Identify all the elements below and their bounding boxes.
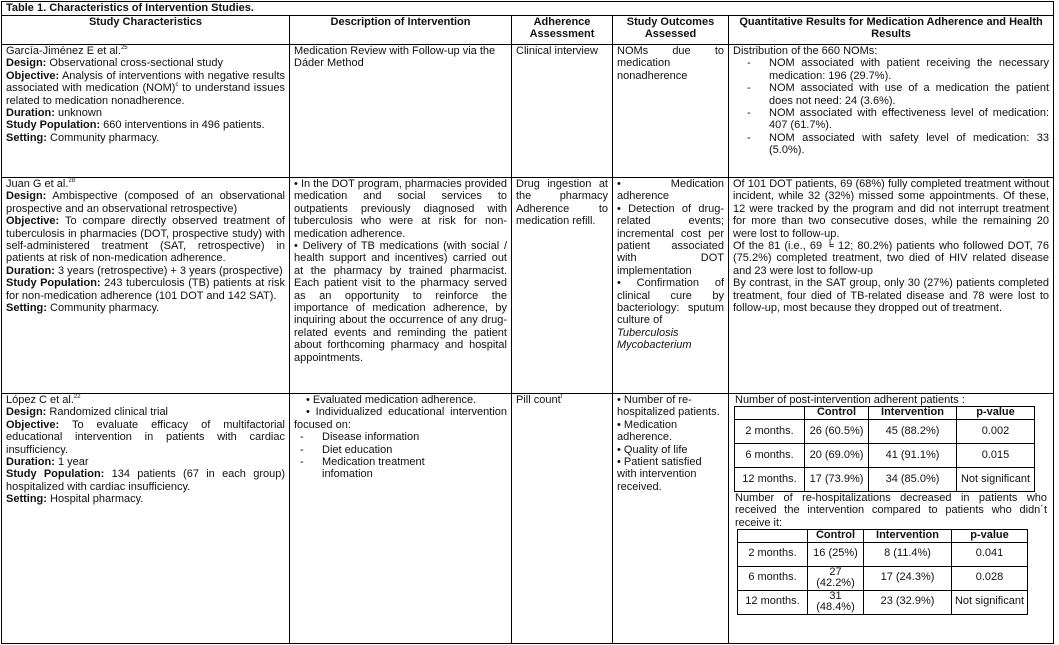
label: Duration: xyxy=(6,264,55,277)
description-text: • Evaluated medication adherence. xyxy=(306,394,477,406)
subtable-header xyxy=(738,530,808,543)
header-outcomes: Study Outcomes Assessed xyxy=(613,16,729,45)
reference: 22 xyxy=(73,394,81,400)
footnote: c xyxy=(175,82,179,89)
list-item: - NOM associated with safety level of medication: 33 (5.0%). xyxy=(769,132,1049,157)
subtable-cell: 45 (88.2%) xyxy=(869,419,957,443)
study-author: Juan G et al. xyxy=(6,178,69,190)
outcomes-cell xyxy=(613,45,729,178)
setting-value: Community pharmacy. xyxy=(46,131,160,144)
description-cell xyxy=(290,45,512,178)
assessment-cell xyxy=(512,45,613,178)
header-results: Quantitative Results for Medication Adherence and Health Results xyxy=(729,16,1054,45)
subtable-cell: 20 (69.0%) xyxy=(805,443,869,467)
subtable-header xyxy=(735,407,805,420)
subtable-cell: 41 (91.1%) xyxy=(869,443,957,467)
list-item: - NOM associated with use of a medication the patient does not need: 24 (3.6%). xyxy=(769,82,1049,107)
study-author: López C et al. xyxy=(6,394,74,406)
assessment-text: Clinical interview xyxy=(516,45,598,57)
subtable-cell: 16 (25%) xyxy=(808,542,864,566)
reference: 25 xyxy=(120,45,128,51)
rehospitalizations-table xyxy=(737,529,1028,615)
objective-value: To evaluate efficacy of multifactorial educational intervention in patients with cardiac insufficiency. xyxy=(6,418,285,456)
footnote: f xyxy=(560,394,563,400)
table-title: Table 1. Characteristics of Intervention Studies. xyxy=(2,2,1054,16)
list-item: - Diet education xyxy=(322,444,507,456)
label: Study Population: xyxy=(6,468,105,481)
results-paragraph: Of 101 DOT patients, 69 (68%) fully completed treatment without incident, while 32 (32%) missed some appointments. Of these, 12 were tracked by the program and did not interrupt treatment for more than two consecutive doses, while the remaining 20 were lost to follow-up. xyxy=(733,178,1050,240)
assessment-text: Drug ingestion at the pharmacy Adherence to medication refill. xyxy=(516,178,608,228)
duration-value: 3 years (retrospective) + 3 years (prospective) xyxy=(54,264,283,277)
duration-value: 1 year xyxy=(54,456,89,469)
subtable-cell: 12 months. xyxy=(738,590,808,614)
study-characteristics-cell xyxy=(2,45,290,178)
label: Setting: xyxy=(6,131,47,144)
subtable-cell: 12 months. xyxy=(735,467,805,491)
header-adherence-assessment: Adherence Assessment xyxy=(512,16,613,45)
subtable-cell: 26 (60.5%) xyxy=(805,419,869,443)
table-row xyxy=(2,394,1054,644)
label: Design: xyxy=(6,57,47,70)
subtable-header: p-value xyxy=(952,530,1028,543)
subtable-header: Control xyxy=(805,407,869,420)
population-value: 243 tuberculosis (TB) patients at risk for non-medication adherence (101 DOT and 142 SAT). xyxy=(6,277,285,302)
subtable-cell: 2 months. xyxy=(738,542,808,566)
objective-value-tail: to understand issues related to medication nonadherence. xyxy=(6,82,285,107)
population-value: 134 patients (67 in each group) hospitalized with cardiac insufficiency. xyxy=(6,468,285,493)
objective-value: To compare directly observed treatment of tuberculosis in pharmacies (DOT, prospective study) with self-administered treatment (SAT, retrospective) in patients at risk of non-medication adherence. xyxy=(6,215,285,265)
description-cell xyxy=(290,394,512,644)
subtable-cell: 34 (85.0%) xyxy=(869,467,957,491)
label: Design: xyxy=(6,406,47,419)
assessment-cell xyxy=(512,394,613,644)
objective-value: Analysis of interventions with negative results associated with medication (NOM) xyxy=(6,69,285,95)
description-text: • Individualized educational intervention focused on: xyxy=(294,406,507,431)
outcome-text: • Quality of life xyxy=(617,443,688,456)
subtable-cell: 17 (73.9%) xyxy=(805,467,869,491)
results-intro: Distribution of the 660 NOMs: xyxy=(733,45,878,57)
subtable-cell: Not significant xyxy=(957,467,1035,491)
subtable-header: Intervention xyxy=(864,530,952,543)
study-characteristics-cell xyxy=(2,178,290,394)
subtable-caption: Number of post-intervention adherent patients : xyxy=(735,394,965,406)
results-cell xyxy=(729,178,1054,394)
label: Duration: xyxy=(6,107,55,120)
results-cell xyxy=(729,394,1054,644)
label: Objective: xyxy=(6,69,60,82)
list-item: - Disease information xyxy=(322,431,507,443)
label: Study Population: xyxy=(6,277,101,290)
label: Study Population: xyxy=(6,119,101,132)
label: Design: xyxy=(6,190,47,203)
outcome-text: NOMs due to medication nonadherence xyxy=(617,45,724,82)
outcome-text: • Confirmation of clinical cure by bacteriology: sputum culture of xyxy=(617,277,724,327)
description-text: Medication Review with Follow-up via the Dáder Method xyxy=(294,45,496,70)
results-paragraph: By contrast, in the SAT group, only 30 (27%) patients completed treatment, four died of TB-related disease and 78 were lost to follow-up, most because they dropped out of treatment. xyxy=(733,277,1050,315)
subtable-cell: 6 months. xyxy=(735,443,805,467)
list-item: - NOM associated with effectiveness level of medication: 407 (61.7%). xyxy=(769,107,1049,132)
subtable-cell: 0.041 xyxy=(952,542,1028,566)
adherent-patients-table xyxy=(734,406,1035,492)
outcomes-cell xyxy=(613,178,729,394)
label: Setting: xyxy=(6,493,47,506)
subtable-cell: 0.028 xyxy=(952,566,1028,590)
results-cell xyxy=(729,45,1054,178)
outcome-text: • Detection of drug-related events; incremental cost per patient associated with DOT implementation xyxy=(617,202,724,277)
setting-value: Community pharmacy. xyxy=(46,302,160,315)
outcome-text: • Medication adherence. xyxy=(617,418,678,444)
design-value: Randomized clinical trial xyxy=(46,406,169,419)
subtable-cell: 0.015 xyxy=(957,443,1035,467)
reference: 28 xyxy=(68,178,76,184)
label: Objective: xyxy=(6,215,60,228)
description-cell xyxy=(290,178,512,394)
subtable-cell: 2 months. xyxy=(735,419,805,443)
subtable-cell: 23 (32.9%) xyxy=(864,590,952,614)
assessment-cell xyxy=(512,178,613,394)
label: Objective: xyxy=(6,418,60,431)
outcome-italic-text: Tuberculosis Mycobacterium xyxy=(617,326,692,352)
subtable-cell: 27 (42.2%) xyxy=(808,566,864,590)
outcome-text: • Number of re-hospitalized patients. xyxy=(617,394,720,419)
outcomes-cell xyxy=(613,394,729,644)
subtable-header: p-value xyxy=(957,407,1035,420)
subtable-cell: 17 (24.3%) xyxy=(864,566,952,590)
subtable-cell: 31 (48.4%) xyxy=(808,590,864,614)
list-item: - Medication treatment infomation xyxy=(322,456,432,481)
design-value: Observational cross-sectional study xyxy=(46,57,224,70)
design-value: Ambispective (composed of an observational prospective and an observational retrospective) xyxy=(6,190,285,215)
subtable-cell: 8 (11.4%) xyxy=(864,542,952,566)
subtable-header: Intervention xyxy=(869,407,957,420)
subtable-cell: 0.002 xyxy=(957,419,1035,443)
study-author: García-Jiménez E et al. xyxy=(6,45,121,57)
table-row xyxy=(2,178,1054,394)
header-study-characteristics: Study Characteristics xyxy=(2,16,290,45)
subtable-header: Control xyxy=(808,530,864,543)
header-description: Description of Intervention xyxy=(290,16,512,45)
subtable-caption: Number of re-hospitalizations decreased in patients who received the intervention compared to patients who didn´t receive it: xyxy=(735,491,1048,529)
outcome-text: • Patient satisfied with intervention received. xyxy=(617,456,702,493)
population-value: 660 interventions in 496 patients. xyxy=(100,119,265,132)
study-characteristics-cell xyxy=(2,394,290,644)
label: Duration: xyxy=(6,456,55,469)
duration-value: unknown xyxy=(54,107,102,120)
assessment-text: Pill count xyxy=(516,394,561,406)
subtable-cell: Not significant xyxy=(952,590,1028,614)
description-text: • In the DOT program, pharmacies provided medication and social services to outpatients previously diagnosed with tuberculosis who were at risk for non-medication adherence. xyxy=(294,178,507,240)
table-row xyxy=(2,45,1054,178)
list-item: - NOM associated with patient receiving the necessary medication: 196 (29.7%). xyxy=(769,57,1049,82)
characteristics-table xyxy=(1,1,1054,644)
label: Setting: xyxy=(6,302,47,315)
description-text: • Delivery of TB medications (with social / health support and incentives) carried out at the pharmacy by trained pharmacist. Each patient visit to the pharmacy served as an opportunity to reinforce the importance of medication adherence, by inquiring about the occurrence of any drug-related events and reminding the patient about forthcoming pharmacy and hospital appointments. xyxy=(294,240,507,364)
results-paragraph: Of the 81 (i.e., 69 ╘ 12; 80.2%) patients who followed DOT, 76 (75.2%) completed treatment, two died of HIV related disease and 23 were lost to follow-up xyxy=(733,240,1050,277)
setting-value: Hospital pharmacy. xyxy=(46,493,144,506)
subtable-cell: 6 months. xyxy=(738,566,808,590)
outcome-text: • Medication adherence xyxy=(617,178,724,203)
